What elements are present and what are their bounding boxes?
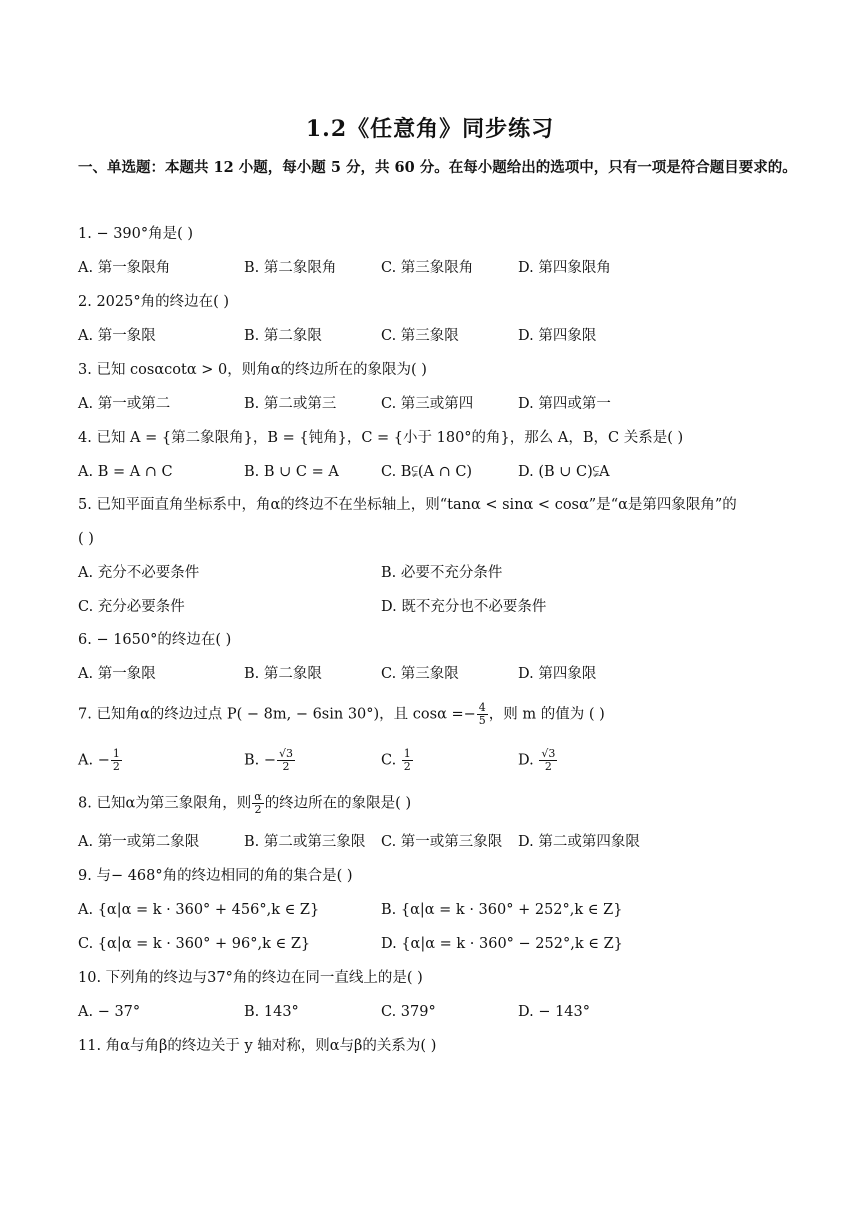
q4-option-d: D. (B ∪ C)⫋A xyxy=(518,464,610,480)
q1-option-c: C. 第三象限角 xyxy=(381,260,474,276)
q7-b-prefix: B. − xyxy=(244,752,277,769)
q3-option-a: A. 第一或第二 xyxy=(78,396,171,412)
q6-option-b: B. 第二象限 xyxy=(244,666,322,682)
q7-a-num: 1 xyxy=(112,747,120,760)
q8-stem-part-a: 8. 已知α为第三象限角，则 xyxy=(78,795,252,812)
q8-frac-den: 2 xyxy=(254,803,262,816)
q7-a-fraction xyxy=(111,748,122,773)
q6-option-a: A. 第一象限 xyxy=(78,666,156,682)
question-10-stem: 10. 下列角的终边与37°角的终边在同一直线上的是( ) xyxy=(78,970,423,986)
q8-option-b: B. 第二或第三象限 xyxy=(244,834,366,850)
q8-stem-fraction xyxy=(252,791,263,816)
q6-option-d: D. 第四象限 xyxy=(518,666,597,682)
q6-option-c: C. 第三象限 xyxy=(381,666,459,682)
q7-c-fraction xyxy=(402,748,413,773)
q2-option-a: A. 第一象限 xyxy=(78,328,156,344)
q1-option-a: A. 第一象限角 xyxy=(78,260,171,276)
q2-option-d: D. 第四象限 xyxy=(518,328,597,344)
q7-option-b xyxy=(244,748,296,773)
q9-option-b: B. {α|α = k · 360° + 252°,k ∈ Z} xyxy=(381,902,623,918)
q7-option-c xyxy=(381,748,414,773)
question-4-stem: 4. 已知 A = {第二象限角}，B = {钝角}，C = {小于 180°的角}，那么 A，B，C 关系是( ) xyxy=(78,430,684,446)
q9-option-a: A. {α|α = k · 360° + 456°,k ∈ Z} xyxy=(78,902,320,918)
q7-b-den: 2 xyxy=(282,760,290,773)
q2-option-c: C. 第三象限 xyxy=(381,328,459,344)
q7-option-d xyxy=(518,748,558,773)
q7-d-prefix: D. xyxy=(518,752,539,769)
q8-option-d: D. 第二或第四象限 xyxy=(518,834,640,850)
question-8-stem xyxy=(78,791,411,816)
q4-option-a: A. B = A ∩ C xyxy=(78,464,173,480)
question-7-stem xyxy=(78,702,605,727)
q7-a-prefix: A. − xyxy=(78,752,110,769)
q5-option-b: B. 必要不充分条件 xyxy=(381,565,503,581)
question-5-stem: 5. 已知平面直角坐标系中，角α的终边不在坐标轴上，则“tanα < sinα < cosα”是“α是第四象限角”的 xyxy=(78,497,737,513)
q7-b-fraction xyxy=(277,748,295,773)
question-1-stem: 1. − 390°角是( ) xyxy=(78,226,194,242)
q7-stem-fraction xyxy=(477,702,488,727)
question-3-stem: 3. 已知 cosαcotα > 0，则角α的终边所在的象限为( ) xyxy=(78,362,427,378)
q7-c-prefix: C. xyxy=(381,752,401,769)
question-11-stem: 11. 角α与角β的终边关于 y 轴对称，则α与β的关系为( ) xyxy=(78,1038,437,1054)
question-2-stem: 2. 2025°角的终边在( ) xyxy=(78,294,230,310)
page-title: 1.2《任意角》同步练习 xyxy=(305,116,555,142)
q7-d-num: √3 xyxy=(541,747,556,760)
q4-option-b: B. B ∪ C = A xyxy=(244,464,339,480)
q7-c-den: 2 xyxy=(403,760,411,773)
q10-option-d: D. − 143° xyxy=(518,1004,591,1020)
q10-option-b: B. 143° xyxy=(244,1004,299,1020)
q1-option-b: B. 第二象限角 xyxy=(244,260,337,276)
section-header: 一、单选题：本题共 12 小题，每小题 5 分，共 60 分。在每小题给出的选项中，只有一项是符合题目要求的。 xyxy=(78,159,797,176)
q8-stem-part-b: 的终边所在的象限是( ) xyxy=(264,795,412,812)
q7-frac-num: 4 xyxy=(478,701,486,714)
q7-stem-part-a: 7. 已知角α的终边过点 P( − 8m, − 6sin 30°)，且 cosα =− xyxy=(78,706,476,723)
q7-b-num: √3 xyxy=(279,747,294,760)
q10-option-a: A. − 37° xyxy=(78,1004,141,1020)
question-6-stem: 6. − 1650°的终边在( ) xyxy=(78,632,232,648)
q5-option-c: C. 充分必要条件 xyxy=(78,599,185,615)
q9-option-d: D. {α|α = k · 360° − 252°,k ∈ Z} xyxy=(381,936,623,952)
q8-option-c: C. 第一或第三象限 xyxy=(381,834,503,850)
q3-option-b: B. 第二或第三 xyxy=(244,396,337,412)
q5-option-d: D. 既不充分也不必要条件 xyxy=(381,599,547,615)
question-9-stem: 9. 与− 468°角的终边相同的角的集合是( ) xyxy=(78,868,353,884)
q1-option-d: D. 第四象限角 xyxy=(518,260,611,276)
q9-option-c: C. {α|α = k · 360° + 96°,k ∈ Z} xyxy=(78,936,311,952)
q7-a-den: 2 xyxy=(112,760,120,773)
q8-option-a: A. 第一或第二象限 xyxy=(78,834,200,850)
q4-option-c: C. B⫋(A ∩ C) xyxy=(381,464,473,480)
q10-option-c: C. 379° xyxy=(381,1004,436,1020)
q3-option-c: C. 第三或第四 xyxy=(381,396,474,412)
q3-option-d: D. 第四或第一 xyxy=(518,396,611,412)
q2-option-b: B. 第二象限 xyxy=(244,328,322,344)
q7-d-fraction xyxy=(539,748,557,773)
q5-option-a: A. 充分不必要条件 xyxy=(78,565,200,581)
q7-frac-den: 5 xyxy=(478,714,486,727)
q8-frac-num: α xyxy=(254,790,262,803)
q7-option-a xyxy=(78,748,123,773)
q7-stem-part-b: ，则 m 的值为 ( ) xyxy=(488,706,605,723)
question-5-stem-cont: ( ) xyxy=(78,531,94,547)
q7-c-num: 1 xyxy=(403,747,411,760)
q7-d-den: 2 xyxy=(544,760,552,773)
